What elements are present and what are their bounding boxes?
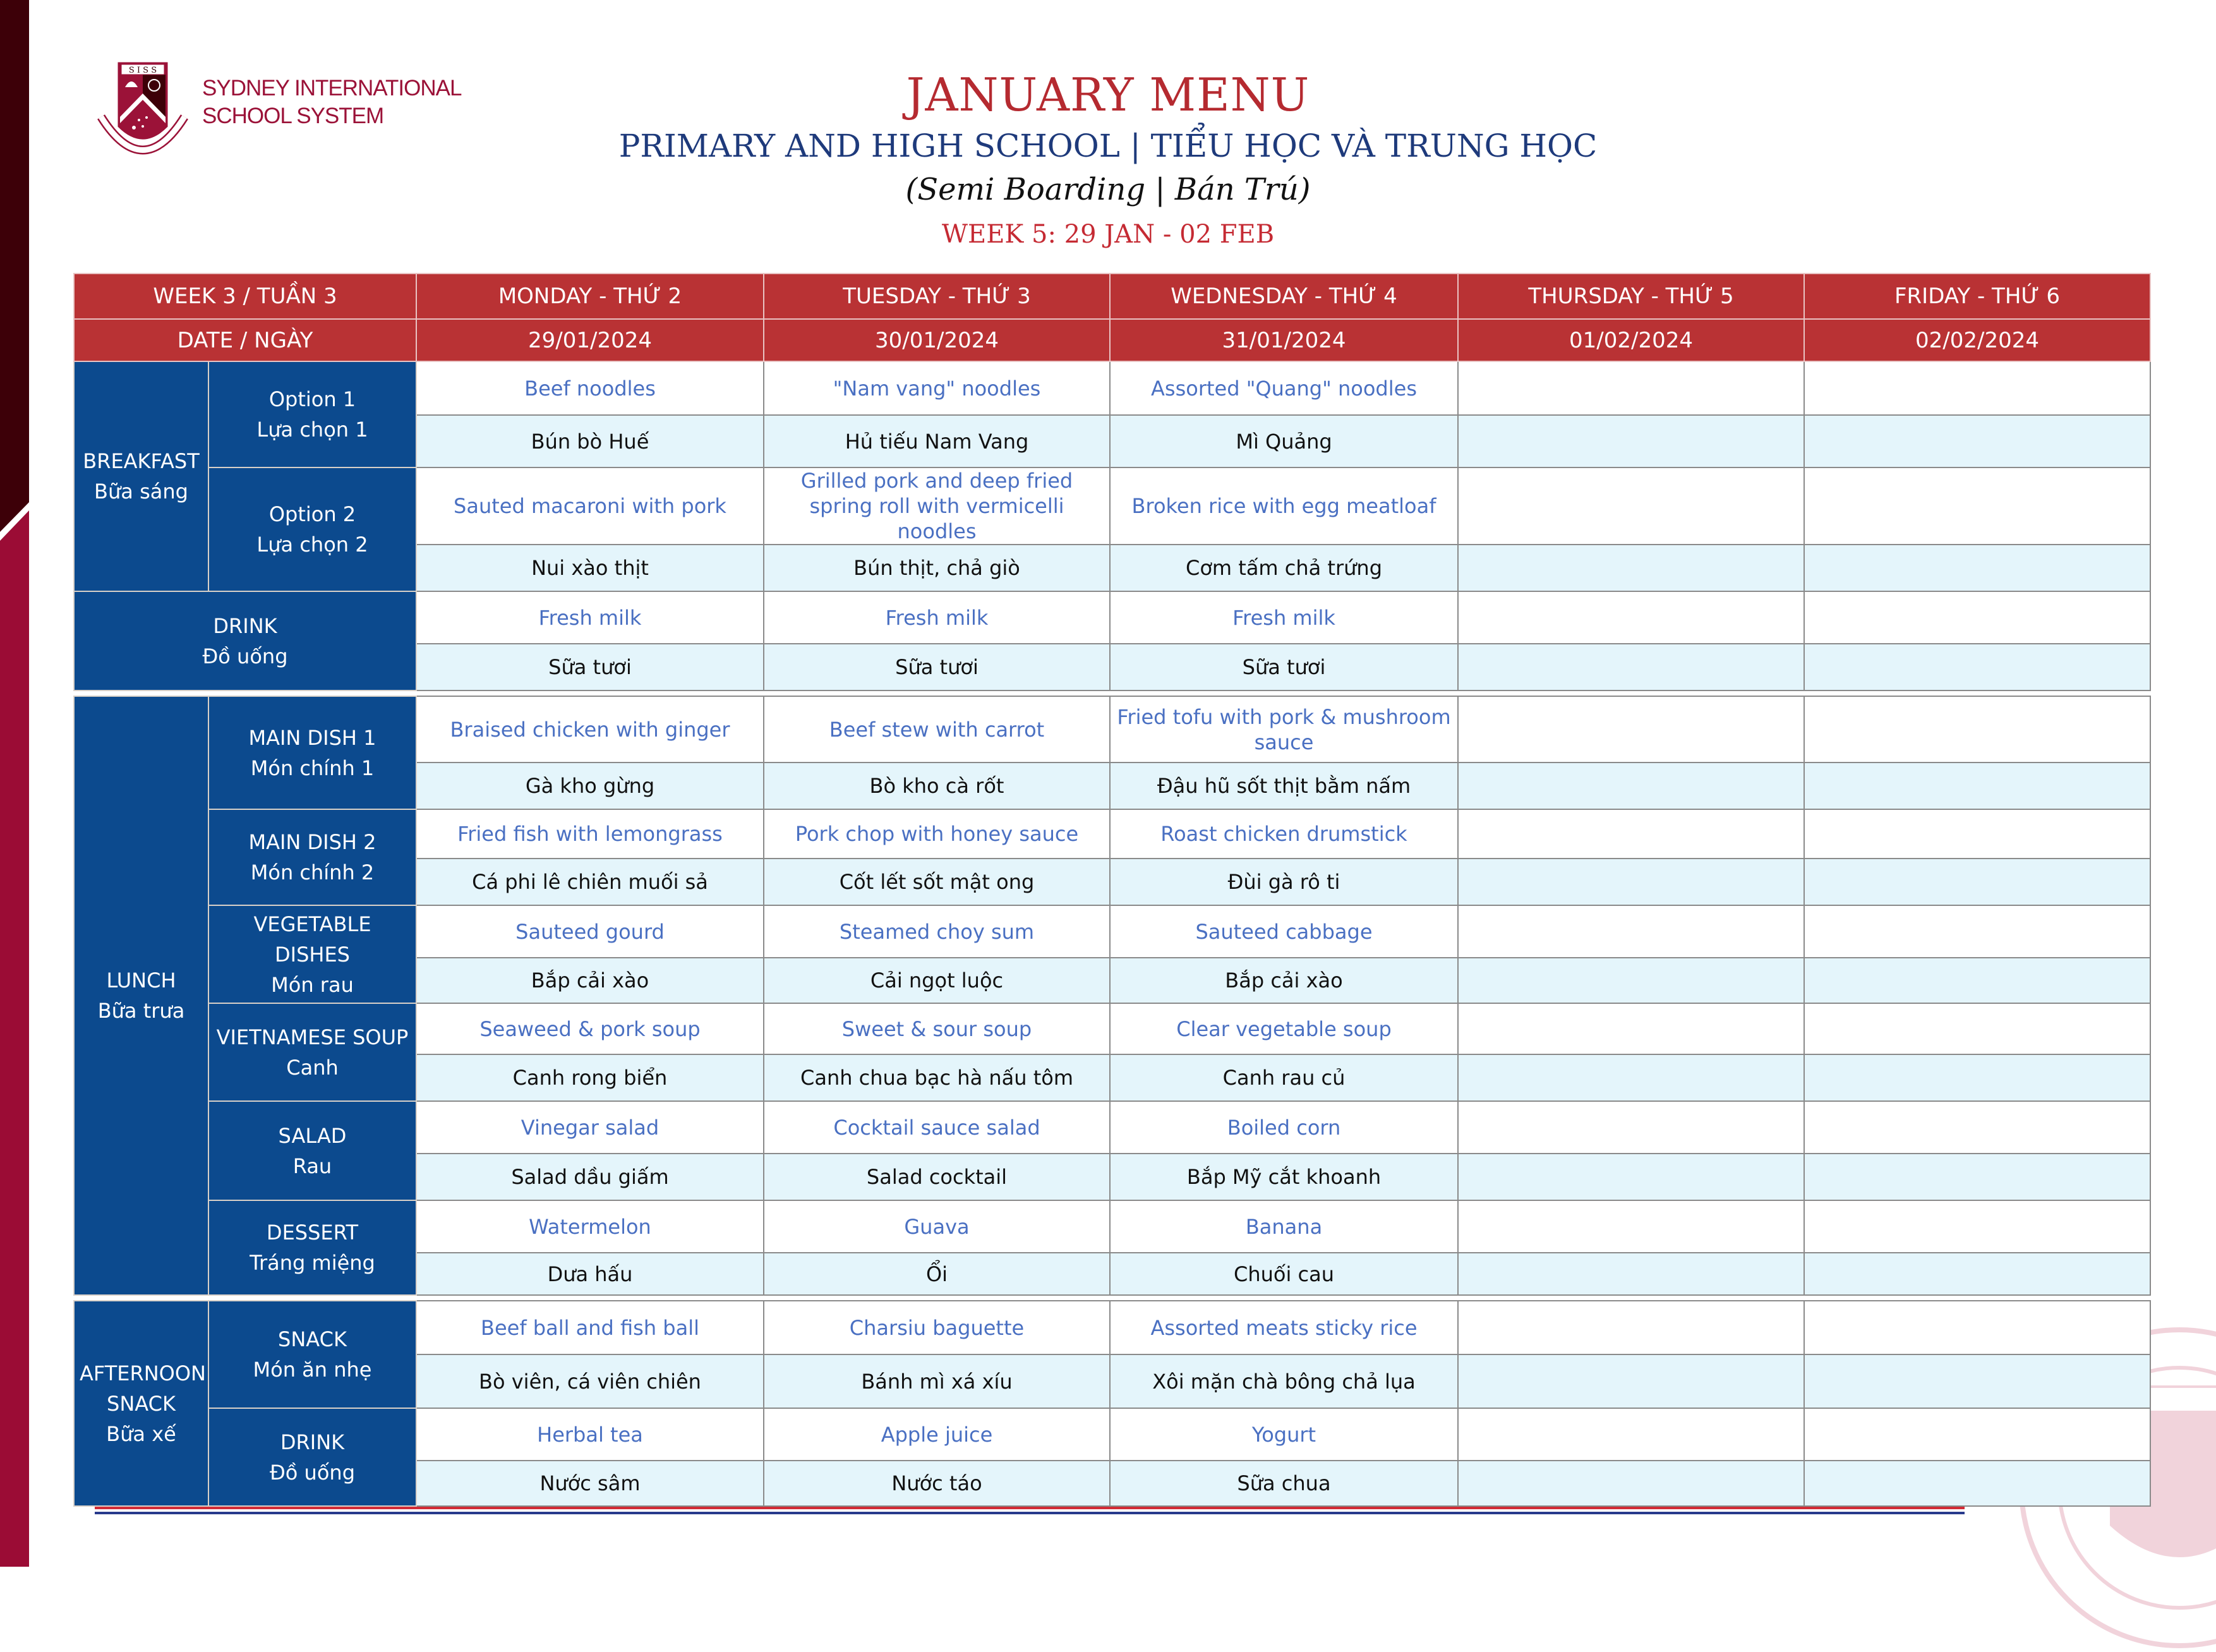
dish-vietnamese: Đùi gà rô ti xyxy=(1110,859,1458,905)
dish-vietnamese: Bò viên, cá viên chiên xyxy=(416,1354,764,1408)
day-header: FRIDAY - THỨ 6 xyxy=(1804,274,2150,319)
week-header: WEEK 3 / TUẦN 3 xyxy=(74,274,416,319)
dish-vietnamese: Bún bò Huế xyxy=(416,415,764,467)
category-label-line: Lựa chọn 1 xyxy=(256,418,368,442)
dish-vietnamese xyxy=(1458,958,1804,1003)
meal-row-english xyxy=(74,905,2150,958)
category-label-line: Option 2 xyxy=(268,502,356,526)
dish-english: Sauteed cabbage xyxy=(1110,905,1458,958)
footer-rule-blue xyxy=(95,1512,1965,1514)
dish-vietnamese: Sữa tươi xyxy=(416,644,764,690)
dish-vietnamese: Bò kho cà rốt xyxy=(764,763,1110,809)
category-label-line: VIETNAMESE SOUP xyxy=(216,1025,409,1049)
dish-vietnamese xyxy=(1804,763,2150,809)
day-header: TUESDAY - THỨ 3 xyxy=(764,274,1110,319)
dish-vietnamese xyxy=(1804,958,2150,1003)
date-header-row xyxy=(74,319,2150,361)
dish-vietnamese xyxy=(1804,644,2150,690)
category-label-line: DESSERT xyxy=(266,1221,359,1245)
dish-vietnamese: Bắp cải xào xyxy=(1110,958,1458,1003)
dish-english: Pork chop with honey sauce xyxy=(764,809,1110,859)
dish-vietnamese xyxy=(1804,1354,2150,1408)
section-spacer xyxy=(74,1295,2150,1301)
category-label-line: DRINK xyxy=(280,1430,345,1454)
date-cell: 01/02/2024 xyxy=(1458,319,1804,361)
dish-english: Beef ball and fish ball xyxy=(416,1301,764,1354)
dish-vietnamese: Sữa tươi xyxy=(764,644,1110,690)
dish-english xyxy=(1458,1200,1804,1253)
section-gap xyxy=(74,690,2150,696)
dish-english: Charsiu baguette xyxy=(764,1301,1110,1354)
dish-vietnamese: Chuối cau xyxy=(1110,1253,1458,1295)
meal-section-label-line: LUNCH xyxy=(106,968,176,992)
meal-row-english xyxy=(74,467,2150,545)
dish-english: Yogurt xyxy=(1110,1408,1458,1461)
dish-english xyxy=(1458,1003,1804,1054)
dish-english xyxy=(1804,809,2150,859)
dish-english xyxy=(1458,696,1804,763)
category-label-line: Lựa chọn 2 xyxy=(256,533,368,557)
dish-vietnamese xyxy=(1458,415,1804,467)
dish-english: Cocktail sauce salad xyxy=(764,1101,1110,1154)
dish-vietnamese xyxy=(1458,763,1804,809)
category-label-line: SALAD xyxy=(278,1123,347,1148)
dish-english xyxy=(1458,809,1804,859)
dish-english: Beef noodles xyxy=(416,361,764,415)
date-cell: 02/02/2024 xyxy=(1804,319,2150,361)
dish-english xyxy=(1804,905,2150,958)
dish-english: Roast chicken drumstick xyxy=(1110,809,1458,859)
dish-vietnamese xyxy=(1458,1154,1804,1200)
category-label xyxy=(208,1003,416,1101)
dish-english xyxy=(1458,591,1804,644)
dish-vietnamese xyxy=(1804,1461,2150,1506)
meal-row-english xyxy=(74,809,2150,859)
dish-vietnamese xyxy=(1458,1461,1804,1506)
day-header: THURSDAY - THỨ 5 xyxy=(1458,274,1804,319)
dish-vietnamese xyxy=(1458,859,1804,905)
dish-vietnamese: Đậu hũ sốt thịt bằm nấm xyxy=(1110,763,1458,809)
date-cell: 30/01/2024 xyxy=(764,319,1110,361)
dish-vietnamese xyxy=(1458,545,1804,591)
meal-section-label-line: AFTERNOON xyxy=(80,1361,206,1385)
section-spacer xyxy=(74,690,2150,696)
dish-vietnamese xyxy=(1458,1054,1804,1101)
dish-english: Broken rice with egg meatloaf xyxy=(1110,467,1458,545)
category-label-line: DRINK xyxy=(213,613,277,638)
dish-vietnamese: Bắp Mỹ cắt khoanh xyxy=(1110,1154,1458,1200)
page-title: JANUARY MENU xyxy=(906,68,1310,121)
meal-section-label xyxy=(74,361,208,591)
dish-vietnamese: Bánh mì xá xíu xyxy=(764,1354,1110,1408)
category-label xyxy=(208,1408,416,1506)
dish-vietnamese xyxy=(1804,415,2150,467)
dish-vietnamese: Gà kho gừng xyxy=(416,763,764,809)
category-label xyxy=(208,809,416,905)
dish-english: Boiled corn xyxy=(1110,1101,1458,1154)
school-name-line-2: SCHOOL SYSTEM xyxy=(202,104,384,128)
category-label xyxy=(208,696,416,809)
dish-english xyxy=(1804,1101,2150,1154)
dish-english: Herbal tea xyxy=(416,1408,764,1461)
category-label-line: MAIN DISH 2 xyxy=(248,830,376,854)
category-label-line: Món chính 2 xyxy=(250,860,375,884)
category-label-line: Món rau xyxy=(271,972,354,997)
meal-section-label-line: SNACK xyxy=(107,1391,176,1416)
dish-vietnamese: Nui xào thịt xyxy=(416,545,764,591)
dish-vietnamese xyxy=(1804,1054,2150,1101)
dish-english: Beef stew with carrot xyxy=(764,696,1110,763)
dish-english xyxy=(1458,1301,1804,1354)
category-label-line: Món ăn nhẹ xyxy=(253,1358,372,1382)
category-label xyxy=(208,361,416,467)
dish-vietnamese: Dưa hấu xyxy=(416,1253,764,1295)
category-label-line: Rau xyxy=(292,1154,332,1178)
category-label xyxy=(74,591,416,690)
date-header: DATE / NGÀY xyxy=(74,319,416,361)
dish-english: Assorted "Quang" noodles xyxy=(1110,361,1458,415)
meal-row-english xyxy=(74,1003,2150,1054)
dish-vietnamese: Sữa tươi xyxy=(1110,644,1458,690)
dish-vietnamese: Bắp cải xào xyxy=(416,958,764,1003)
school-name-line-1: SYDNEY INTERNATIONAL xyxy=(202,76,462,100)
dish-english: Braised chicken with ginger xyxy=(416,696,764,763)
dish-english xyxy=(1804,1301,2150,1354)
dish-vietnamese: Salad dầu giấm xyxy=(416,1154,764,1200)
dish-english xyxy=(1458,361,1804,415)
meal-row-english xyxy=(74,696,2150,763)
dish-english: Apple juice xyxy=(764,1408,1110,1461)
category-label-line: Đồ uống xyxy=(202,644,288,668)
dish-english: Banana xyxy=(1110,1200,1458,1253)
meal-row-english xyxy=(74,1408,2150,1461)
dish-english xyxy=(1804,361,2150,415)
category-label-line: SNACK xyxy=(278,1327,347,1351)
dish-english: "Nam vang" noodles xyxy=(764,361,1110,415)
category-label-line: MAIN DISH 1 xyxy=(248,725,376,750)
section-gap xyxy=(74,1295,2150,1301)
dish-english: Fried fish with lemongrass xyxy=(416,809,764,859)
meal-section-label-line: Bữa sáng xyxy=(94,479,188,503)
dish-english: Assorted meats sticky rice xyxy=(1110,1301,1458,1354)
dish-english: Sweet & sour soup xyxy=(764,1003,1110,1054)
dish-vietnamese: Canh rong biển xyxy=(416,1054,764,1101)
category-label-line: Tráng miệng xyxy=(250,1251,375,1275)
dish-english: Watermelon xyxy=(416,1200,764,1253)
dish-vietnamese: Xôi mặn chà bông chả lụa xyxy=(1110,1354,1458,1408)
category-label-line: Option 1 xyxy=(268,387,356,411)
dish-english xyxy=(1458,467,1804,545)
meal-section-label-line: Bữa xế xyxy=(106,1421,176,1446)
meal-row-english xyxy=(74,1301,2150,1354)
date-cell: 31/01/2024 xyxy=(1110,319,1458,361)
dish-vietnamese: Nước táo xyxy=(764,1461,1110,1506)
dish-vietnamese xyxy=(1804,1253,2150,1295)
dish-vietnamese: Cơm tấm chả trứng xyxy=(1110,545,1458,591)
dish-vietnamese: Bún thịt, chả giò xyxy=(764,545,1110,591)
footer-rule-red xyxy=(95,1507,1965,1509)
svg-text:S I S S: S I S S xyxy=(128,66,157,75)
dish-english: Guava xyxy=(764,1200,1110,1253)
dish-vietnamese: Salad cocktail xyxy=(764,1154,1110,1200)
dish-english xyxy=(1458,1101,1804,1154)
dish-vietnamese: Cốt lết sốt mật ong xyxy=(764,859,1110,905)
program-label: (Semi Boarding | Bán Trú) xyxy=(905,172,1311,207)
dish-english: Vinegar salad xyxy=(416,1101,764,1154)
meal-section-label xyxy=(74,1301,208,1506)
dish-vietnamese xyxy=(1458,1253,1804,1295)
category-label-line: Món chính 1 xyxy=(250,756,375,780)
dish-english: Sauted macaroni with pork xyxy=(416,467,764,545)
menu-table xyxy=(73,273,2151,1507)
dish-english xyxy=(1804,591,2150,644)
dish-english xyxy=(1804,1003,2150,1054)
dish-english xyxy=(1804,1200,2150,1253)
dish-english xyxy=(1804,467,2150,545)
dish-english: Fresh milk xyxy=(416,591,764,644)
category-label-line: Đồ uống xyxy=(270,1460,355,1485)
dish-vietnamese: Nước sâm xyxy=(416,1461,764,1506)
dish-vietnamese: Ổi xyxy=(764,1253,1110,1295)
dish-vietnamese xyxy=(1804,859,2150,905)
meal-row-english xyxy=(74,361,2150,415)
day-header-row xyxy=(74,274,2150,319)
meal-row-english xyxy=(74,1101,2150,1154)
meal-section-label-line: Bữa trưa xyxy=(97,999,185,1023)
dish-english: Sauteed gourd xyxy=(416,905,764,958)
dish-english: Clear vegetable soup xyxy=(1110,1003,1458,1054)
dish-vietnamese xyxy=(1804,1154,2150,1200)
meal-section-label-line: BREAKFAST xyxy=(83,449,200,473)
meal-row-english xyxy=(74,1200,2150,1253)
date-cell: 29/01/2024 xyxy=(416,319,764,361)
dish-vietnamese: Cá phi lê chiên muối sả xyxy=(416,859,764,905)
dish-vietnamese xyxy=(1804,545,2150,591)
category-label-line: Canh xyxy=(286,1055,339,1080)
category-label xyxy=(208,1101,416,1200)
dish-vietnamese: Hủ tiếu Nam Vang xyxy=(764,415,1110,467)
category-label xyxy=(208,905,416,1003)
meal-row-english xyxy=(74,591,2150,644)
page-subtitle: PRIMARY AND HIGH SCHOOL | TIỂU HỌC VÀ TRUNG HỌC xyxy=(618,128,1598,164)
category-label-line: VEGETABLE DISHES xyxy=(253,912,371,967)
meal-section-label xyxy=(74,696,208,1295)
category-label xyxy=(208,1301,416,1408)
day-header: WEDNESDAY - THỨ 4 xyxy=(1110,274,1458,319)
dish-vietnamese: Cải ngọt luộc xyxy=(764,958,1110,1003)
category-label xyxy=(208,467,416,591)
dish-vietnamese: Canh chua bạc hà nấu tôm xyxy=(764,1054,1110,1101)
dish-english: Grilled pork and deep fried spring roll with vermicelli noodles xyxy=(764,467,1110,545)
dish-english xyxy=(1458,1408,1804,1461)
dish-english: Fresh milk xyxy=(764,591,1110,644)
category-label xyxy=(208,1200,416,1295)
dish-english xyxy=(1804,1408,2150,1461)
dish-vietnamese: Canh rau củ xyxy=(1110,1054,1458,1101)
dish-english: Fresh milk xyxy=(1110,591,1458,644)
week-label: WEEK 5: 29 JAN - 02 FEB xyxy=(941,220,1275,249)
dish-english xyxy=(1804,696,2150,763)
day-header: MONDAY - THỨ 2 xyxy=(416,274,764,319)
dish-vietnamese: Mì Quảng xyxy=(1110,415,1458,467)
dish-vietnamese xyxy=(1458,1354,1804,1408)
dish-english: Steamed choy sum xyxy=(764,905,1110,958)
dish-english: Fried tofu with pork & mushroom sauce xyxy=(1110,696,1458,763)
dish-english xyxy=(1458,905,1804,958)
dish-vietnamese xyxy=(1458,644,1804,690)
dish-vietnamese: Sữa chua xyxy=(1110,1461,1458,1506)
dish-english: Seaweed & pork soup xyxy=(416,1003,764,1054)
